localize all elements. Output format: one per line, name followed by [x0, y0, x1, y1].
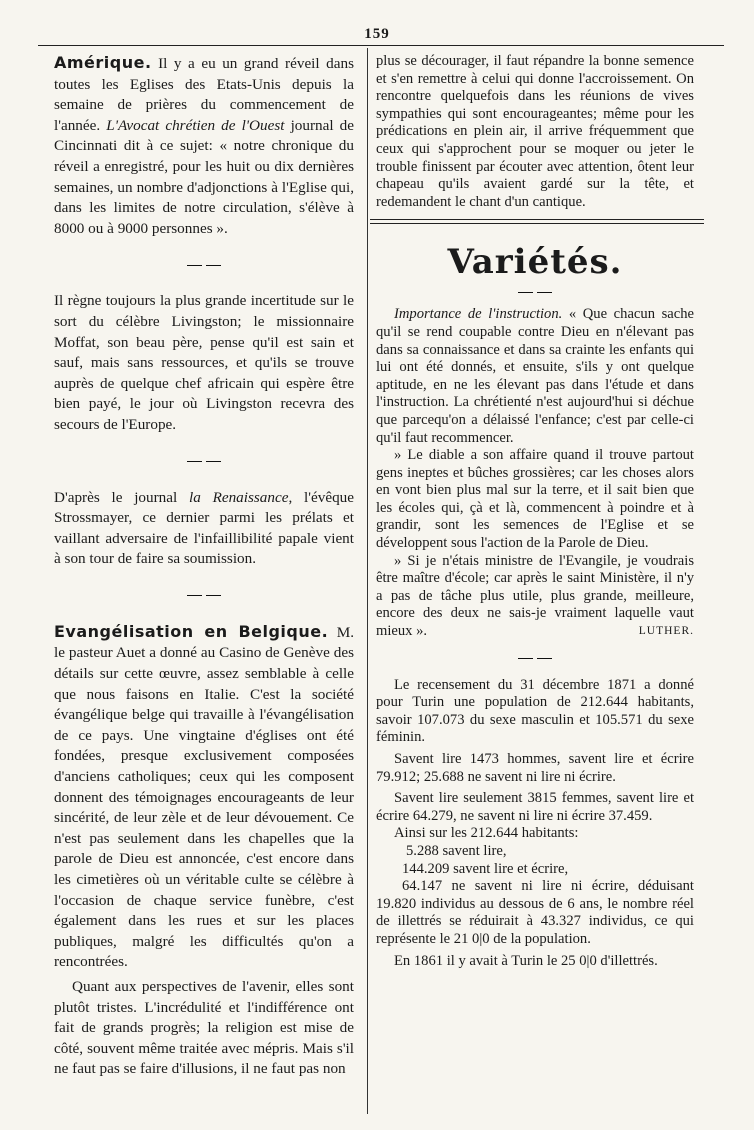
- section-separator: [54, 590, 354, 602]
- stat-list-item-2: 144.209 savent lire et écrire,: [402, 860, 569, 877]
- femmes-paragraph: Savent lire seulement 3815 femmes, savent lire et écrire 64.279, ne savent ni lire ni écrire 37.459.: [376, 790, 694, 824]
- article-amerique: [54, 53, 354, 239]
- renaissance-journal-name: la Renaissance: [189, 488, 289, 506]
- section-separator: [54, 456, 354, 468]
- article-continuation: plus se décourager, il faut répandre la bonne semence et s'en remettre à celui qui donne l'accroissement. On rencontre quelquefois dans les réunions de vives sympathies qui sont encourageantes; même pour les prédications en plein air, il arrive fréquemment que ceux qui s'approchent pour se moquer ou jeter le trouble finissent par écouter avec attention, ôtent leur chapeau qu'ils avaient gardé sur la tête, et redemandent le chant d'un cantique.: [376, 53, 694, 210]
- en-1861-paragraph: En 1861 il y avait à Turin le 25 0|0 d'illettrés.: [394, 952, 658, 969]
- page-number: 159: [364, 26, 390, 42]
- instruction-paragraph-3: [376, 553, 694, 641]
- renaissance-text-1: D'après le journal: [54, 488, 189, 506]
- instruction-paragraph-1: [376, 306, 694, 447]
- right-column: [376, 53, 694, 970]
- ainsi-paragraph: Ainsi sur les 212.644 habitants:: [394, 825, 579, 842]
- instruction-title: Importance de l'instruction.: [394, 306, 563, 323]
- signature-luther: LUTHER.: [638, 625, 694, 638]
- amerique-text-1: Il y a eu un grand réveil dans toutes les Eglises des Etats-Unis depuis la semaine de prières du commencement de l'année.: [54, 55, 354, 134]
- article-perspectives: Quant aux perspectives de l'avenir, elles sont plutôt tristes. L'incrédulité et l'indifférence ont fait de grands progrès; la religion est mise de côté, souvent même traitée avec mépris. Mais s'il ne faut pas se faire d'illusions, il ne faut pas non: [54, 977, 354, 1078]
- column-divider: [367, 48, 368, 1114]
- stat-list-item-1: 5.288 savent lire,: [406, 842, 507, 859]
- recensement-paragraph: Le recensement du 31 décembre 1871 a donné pour Turin une population de 212.644 habitants, savoir 107.073 du sexe masculin et 105.571 du sexe féminin.: [376, 676, 694, 746]
- renaissance-text-2: , l'évêque Strossmayer, ce dernier parmi les prélats et vaillant adversaire de l'infaillibilité papale vient à son tour de faire sa soumission.: [54, 488, 354, 568]
- amerique-journal-name: L'Avocat chrétien de l'Ouest: [106, 116, 285, 134]
- header-rule: [38, 45, 724, 46]
- varietes-title: Variétés.: [447, 242, 623, 283]
- evangelisation-heading: Evangélisation en Belgique.: [54, 621, 329, 641]
- article-evangelisation: [54, 622, 354, 973]
- hommes-paragraph: Savent lire 1473 hommes, savent lire et écrire 79.912; 25.688 ne savent ni lire ni écrire.: [376, 751, 694, 785]
- instruction-text-3: » Si je n'étais ministre de l'Evangile, je voudrais être maître d'école; car après le saint Ministère, il n'y a pas de tâche plus utile, plus grande, meilleure, encore des deux ne sais-je vraiment laquelle vaut mieux ».: [376, 552, 694, 640]
- left-column: [54, 53, 354, 1080]
- instruction-text-1: « Que chacun sache qu'il se rend coupable contre Dieu en n'élevant pas dans sa connaissance et dans sa crainte les enfants qui lui ont été donnés, et ensuite, s'ils y ont quelque aptitude, en ne les élevant pas dans l'étude et dans l'instruction. La chrétienté n'est aujourd'hui si déchue que parcequ'on a délaissé l'enfance; c'est par celle-ci qu'il faut recommencer.: [376, 306, 694, 446]
- section-double-rule: [370, 219, 704, 224]
- amerique-text-2: journal de Cincinnati dit à ce sujet: « notre chronique du réveil a enregistré, pour les huit ou dix dernières semaines, un nombre d'adjonctions à l'Eglise qui, dans les limites de notre circulation, s'élève à 8000 ou à 9000 personnes ».: [54, 116, 354, 237]
- section-separator: [54, 259, 354, 271]
- evangelisation-text: M. le pasteur Auet a donné au Casino de Genève des détails sur cette œuvre, assez semblable à celle que nous faisons en Italie. C'est la société évangélique belge qui travaille à l'évangélisation de ce pays. Une vingtaine d'églises ont été fondées, presque exclusivement composées d'anciens catholiques; ceux qui les composent donnent des témoignages encourageants de leur sincérité, de leur zèle et de leur dévouement. Ce n'est pas seulement dans les chapelles que la parole de Dieu est annoncée, c'est encore dans les cimetières où un véritable culte se célèbre à l'occasion de chaque service funèbre, c'est également dans les rues et sur les places publiques, malgré les difficultés qu'on a rencontrées.: [54, 623, 354, 971]
- article-livingston: Il règne toujours la plus grande incertitude sur le sort du célèbre Livingston; le missionnaire Moffat, son beau père, pense qu'il est sain et sauf, mais sans ressources, et qu'ils se trouve auprès de quelque chef africain qui espère être bien payé, le jour où Livingston recevra des secours de l'Europe.: [54, 292, 354, 433]
- section-separator: [376, 653, 694, 665]
- article-renaissance: [54, 488, 354, 570]
- amerique-heading: Amérique.: [54, 53, 152, 72]
- instruction-paragraph-2: » Le diable a son affaire quand il trouve partout gens ineptes et bûches grossières; car les choses alors en vont bien plus mal sur la terre, et il sait bien que les écoles qui, çà et là, commencent à poindre et à grandir, sont les semences de l'Eglise et se développent sous l'action de la Parole de Dieu.: [376, 447, 694, 552]
- section-separator: [376, 286, 694, 298]
- stat-list-item-3: 64.147 ne savent ni lire ni écrire, déduisant 19.820 individus au dessous de 6 ans, le nombre réel de illettrés se réduirait à 43.327 individus, ce qui représente le 21 0|0 de la population.: [376, 878, 694, 947]
